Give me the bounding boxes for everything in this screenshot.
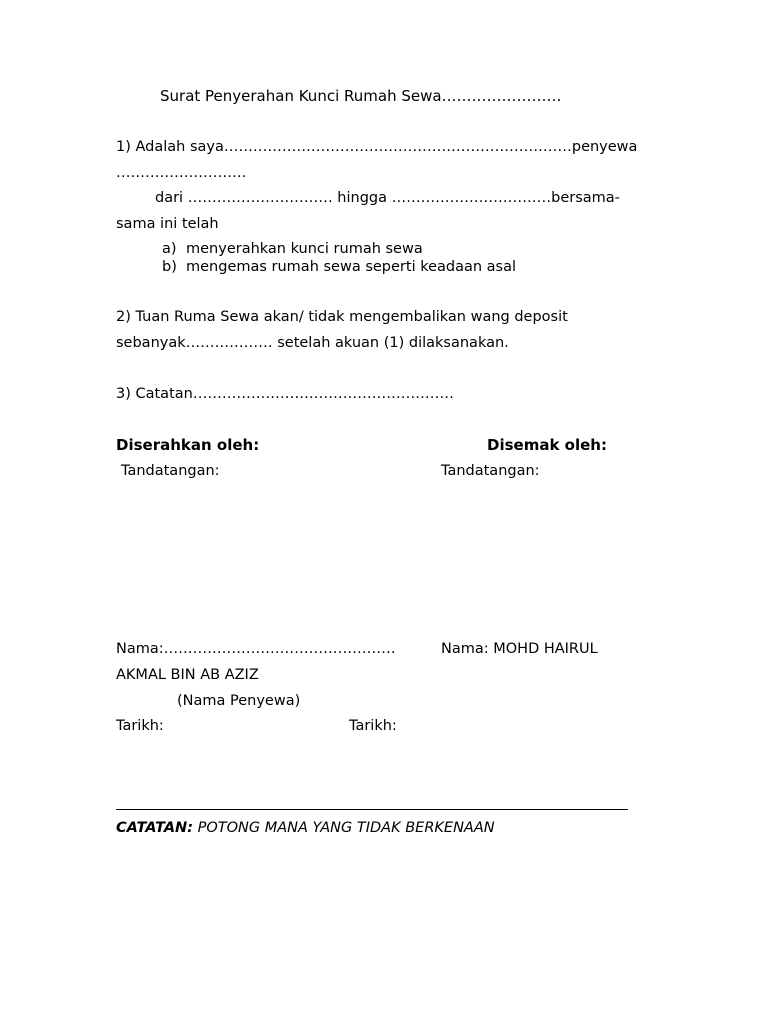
section1-line1: 1) Adalah saya………………………………………………………………penyewa [116,139,638,155]
section1-line2: ……………………… [116,165,247,181]
tenant-name-caption: (Nama Penyewa) [177,693,301,709]
footer-note [116,821,495,836]
list-item-a-marker: a) [162,241,177,257]
section2-line1: 2) Tuan Ruma Sewa akan/ tidak mengembalikan wang deposit [116,309,568,325]
footer-note-text: POTONG MANA YANG TIDAK BERKENAAN [193,820,495,836]
list-item-a-text: menyerahkan kunci rumah sewa [186,241,423,257]
left-name-field: Nama:………………………………………… [116,641,396,657]
left-signature-label: Tandatangan: [121,463,220,479]
right-date-label: Tarikh: [349,718,397,734]
right-name-field: Nama: MOHD HAIRUL [441,641,598,657]
section1-line4: sama ini telah [116,216,219,232]
footer-divider [116,809,628,810]
left-date-label: Tarikh: [116,718,164,734]
checked-by-heading: Disemak oleh: [487,436,607,454]
list-item-b-text: mengemas rumah sewa seperti keadaan asal [186,259,517,275]
document-title: Surat Penyerahan Kunci Rumah Sewa…………………… [160,87,562,105]
submitted-by-heading: Diserahkan oleh: [116,436,260,454]
section3-line1: 3) Catatan……………………………………………… [116,386,454,402]
list-item-b-marker: b) [162,259,177,275]
section1-line3: dari ………………………… hingga ……………………………bersama- [155,190,620,206]
section2-line2: sebanyak……………… setelah akuan (1) dilaksanakan. [116,335,509,351]
footer-note-label: CATATAN: [116,820,193,836]
right-signature-label: Tandatangan: [441,463,540,479]
name-continuation: AKMAL BIN AB AZIZ [116,667,259,683]
